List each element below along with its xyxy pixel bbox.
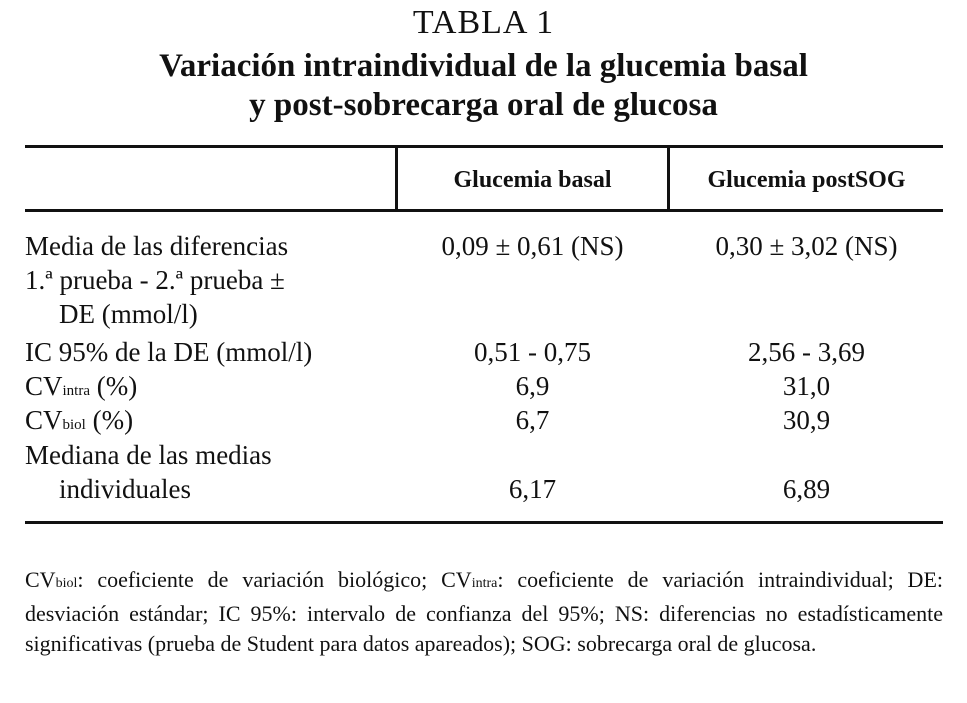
table-title-line-1: Variación intraindividual de la glucemia basal [159,48,808,84]
footnote-cv: CV [441,567,472,592]
cv-text: CV [25,405,63,435]
footnote-biol-subscript: biol [55,576,78,591]
footnote-rest-text: : coeficiente de variación intraindividual; DE: desviación estándar; IC 95%: intervalo de confianza del 95%; NS: diferencias no estadísticamente significativas (prueba de Student para datos apareados); SOG: sobrecarga oral de glucosa. [25,567,943,656]
table-header-rule [25,209,943,212]
cell-ic95-post: 2,56 - 3,69 [748,337,865,367]
table-title-line-2: y post-sobrecarga oral de glucosa [249,87,718,123]
column-header-basal: Glucemia basal [453,167,612,193]
column-header-post: Glucemia postSOG [707,167,906,193]
table-footnote [25,565,943,659]
table-label: TABLA 1 [412,4,555,41]
cell-mean-diff-basal: 0,09 ± 0,61 (NS) [441,231,624,261]
row-label-line: 1.ª prueba - 2.ª prueba ± [25,265,285,295]
cv-subscript: intra [62,383,91,399]
row-label-median [25,438,405,506]
cell-cv-biol-post: 30,9 [782,405,831,435]
cell-median-post: 6,89 [782,474,831,504]
cell-mean-diff-post: 0,30 ± 3,02 (NS) [715,231,898,261]
row-label-cv-biol [25,403,405,442]
cell-median-basal: 6,17 [508,474,557,504]
cv-subscript: biol [62,417,86,433]
row-label-continuation: individuales [59,474,191,504]
table-top-rule [25,145,943,148]
cv-unit: (%) [85,405,134,435]
cell-cv-intra-post: 31,0 [782,371,831,401]
table-bottom-rule [25,521,943,524]
footnote-biol-text: : coeficiente de variación biológico; [77,567,442,592]
cv-unit: (%) [90,371,138,401]
row-label-line: Mediana de las medias [25,440,272,470]
row-label-ic95: IC 95% de la DE (mmol/l) [25,337,313,367]
row-label-continuation: DE (mmol/l) [59,299,198,329]
cell-cv-intra-basal: 6,9 [515,371,550,401]
row-label-line: Media de las diferencias [25,231,289,261]
row-label-mean-diff [25,229,405,331]
cell-cv-biol-basal: 6,7 [515,405,550,435]
footnote-intra-subscript: intra [471,576,498,591]
footnote-cv: CV [25,567,56,592]
cell-ic95-basal: 0,51 - 0,75 [474,337,591,367]
cv-text: CV [25,371,63,401]
